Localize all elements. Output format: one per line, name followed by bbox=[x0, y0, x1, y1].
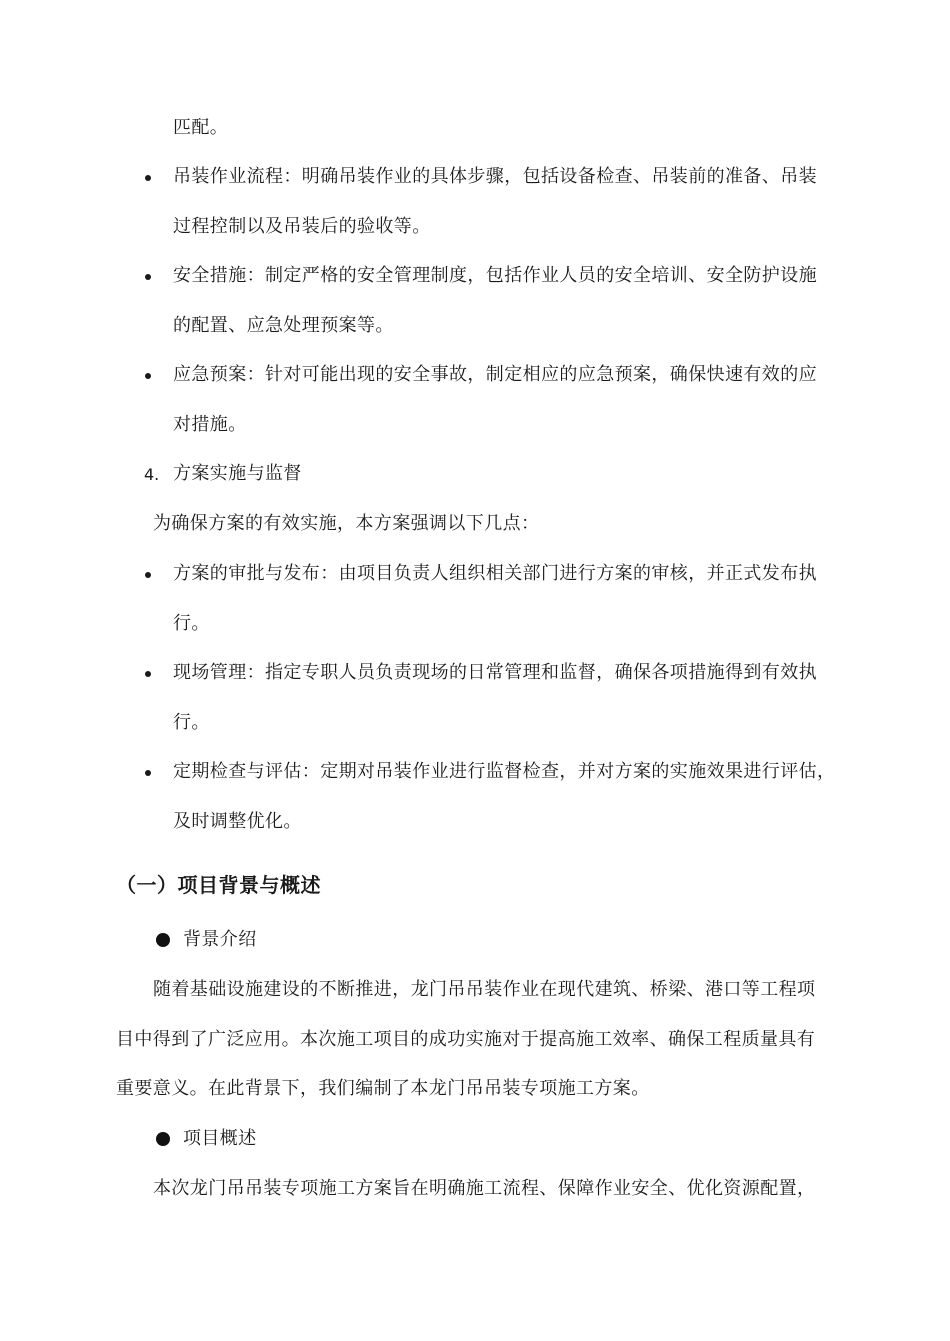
paragraph-line: 随着基础设施建设的不断推进，龙门吊吊装作业在现代建筑、桥梁、港口等工程项 bbox=[153, 979, 816, 1000]
bullet-line: 的配置、应急处理预案等。 bbox=[173, 315, 394, 336]
bullet-icon bbox=[145, 373, 151, 379]
bullet-icon bbox=[156, 933, 170, 947]
bullet-line: 行。 bbox=[173, 712, 210, 733]
intro-text: 为确保方案的有效实施，本方案强调以下几点： bbox=[153, 513, 540, 534]
bullet-line: 现场管理：指定专职人员负责现场的日常管理和监督，确保各项措施得到有效执 bbox=[173, 662, 817, 683]
section-number: 4. bbox=[144, 465, 160, 484]
bullet-icon bbox=[145, 770, 151, 776]
bullet-line: 行。 bbox=[173, 613, 210, 634]
paragraph-line: 重要意义。在此背景下，我们编制了本龙门吊吊装专项施工方案。 bbox=[116, 1078, 650, 1099]
paragraph-line: 本次龙门吊吊装专项施工方案旨在明确施工流程、保障作业安全、优化资源配置， bbox=[153, 1178, 816, 1199]
bullet-line: 及时调整优化。 bbox=[173, 811, 302, 832]
subheading-overview: 项目概述 bbox=[183, 1128, 257, 1149]
bullet-icon bbox=[145, 572, 151, 578]
bullet-line: 安全措施：制定严格的安全管理制度，包括作业人员的安全培训、安全防护设施 bbox=[173, 265, 817, 286]
bullet-line: 对措施。 bbox=[173, 414, 247, 435]
continued-text: 匹配。 bbox=[173, 117, 229, 138]
bullet-line: 吊装作业流程：明确吊装作业的具体步骤，包括设备检查、吊装前的准备、吊装 bbox=[173, 166, 817, 187]
bullet-icon bbox=[145, 671, 151, 677]
bullet-icon bbox=[145, 274, 151, 280]
bullet-line: 过程控制以及吊装后的验收等。 bbox=[173, 216, 431, 237]
paragraph-line: 目中得到了广泛应用。本次施工项目的成功实施对于提高施工效率、确保工程质量具有 bbox=[116, 1029, 816, 1050]
section-title: 方案实施与监督 bbox=[173, 463, 302, 484]
bullet-icon bbox=[156, 1132, 170, 1146]
bullet-line: 定期检查与评估：定期对吊装作业进行监督检查，并对方案的实施效果进行评估， bbox=[173, 761, 836, 782]
bullet-line: 应急预案：针对可能出现的安全事故，制定相应的应急预案，确保快速有效的应 bbox=[173, 364, 817, 385]
section-heading: （一）项目背景与概述 bbox=[116, 873, 321, 897]
bullet-line: 方案的审批与发布：由项目负责人组织相关部门进行方案的审核，并正式发布执 bbox=[173, 563, 817, 584]
bullet-icon bbox=[145, 175, 151, 181]
subheading-background: 背景介绍 bbox=[183, 929, 257, 950]
